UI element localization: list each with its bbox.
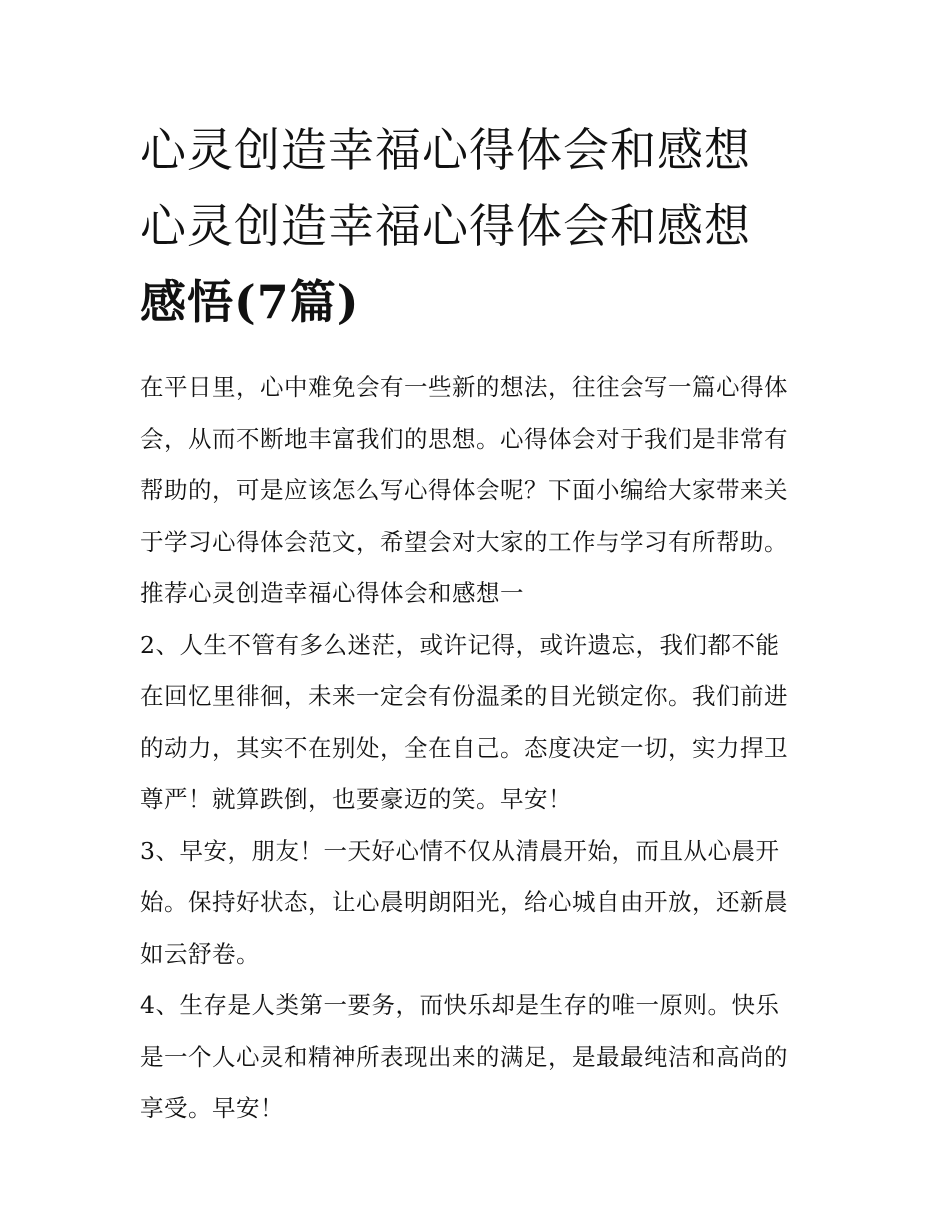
intro-paragraph	[140, 362, 820, 568]
title-line-1: 心灵创造幸福心得体会和感想	[140, 123, 751, 177]
text-line: 于学习心得体会范文，希望会对大家的工作与学习有所帮助。	[140, 527, 788, 556]
document-content	[140, 112, 820, 1135]
text-line: 是一个人心灵和精神所表现出来的满足，是最最纯洁和高尚的	[140, 1042, 788, 1071]
text-line: 始。保持好状态，让心晨明朗阳光，给心城自由开放，还新晨	[140, 888, 788, 916]
text-line: 推荐心灵创造幸福心得体会和感想一	[140, 579, 524, 607]
text-line: 在回忆里徘徊，未来一定会有份温柔的目光锁定你。我们前进	[140, 682, 788, 710]
document-title	[140, 112, 820, 340]
text-line: 享受。早安！	[140, 1094, 284, 1122]
title-line-2: 心灵创造幸福心得体会和感想	[140, 199, 751, 253]
text-line: 3、早安，朋友！一天好心情不仅从清晨开始，而且从心晨开	[140, 836, 780, 865]
text-line: 在平日里，心中难免会有一些新的想法，往往会写一篇心得体	[140, 373, 788, 401]
text-line: 的动力，其实不在别处，全在自己。态度决定一切，实力捍卫	[140, 733, 788, 762]
text-line: 帮助的，可是应该怎么写心得体会呢？下面小编给大家带来关	[140, 476, 788, 504]
section-heading	[140, 568, 820, 620]
text-line: 如云舒卷。	[140, 939, 260, 968]
text-line: 会，从而不断地丰富我们的思想。心得体会对于我们是非常有	[140, 424, 788, 453]
text-line: 2、人生不管有多么迷茫，或许记得，或许遗忘，我们都不能	[140, 630, 780, 659]
text-line: 尊严！就算跌倒，也要豪迈的笑。早安！	[140, 785, 572, 813]
text-line: 4、生存是人类第一要务，而快乐却是生存的唯一原则。快乐	[140, 991, 780, 1019]
item-paragraph-2	[140, 620, 820, 826]
document-body	[140, 362, 820, 1135]
title-line-3: 感悟(7篇)	[140, 275, 360, 329]
item-paragraph-4	[140, 980, 820, 1135]
item-paragraph-3	[140, 826, 820, 981]
